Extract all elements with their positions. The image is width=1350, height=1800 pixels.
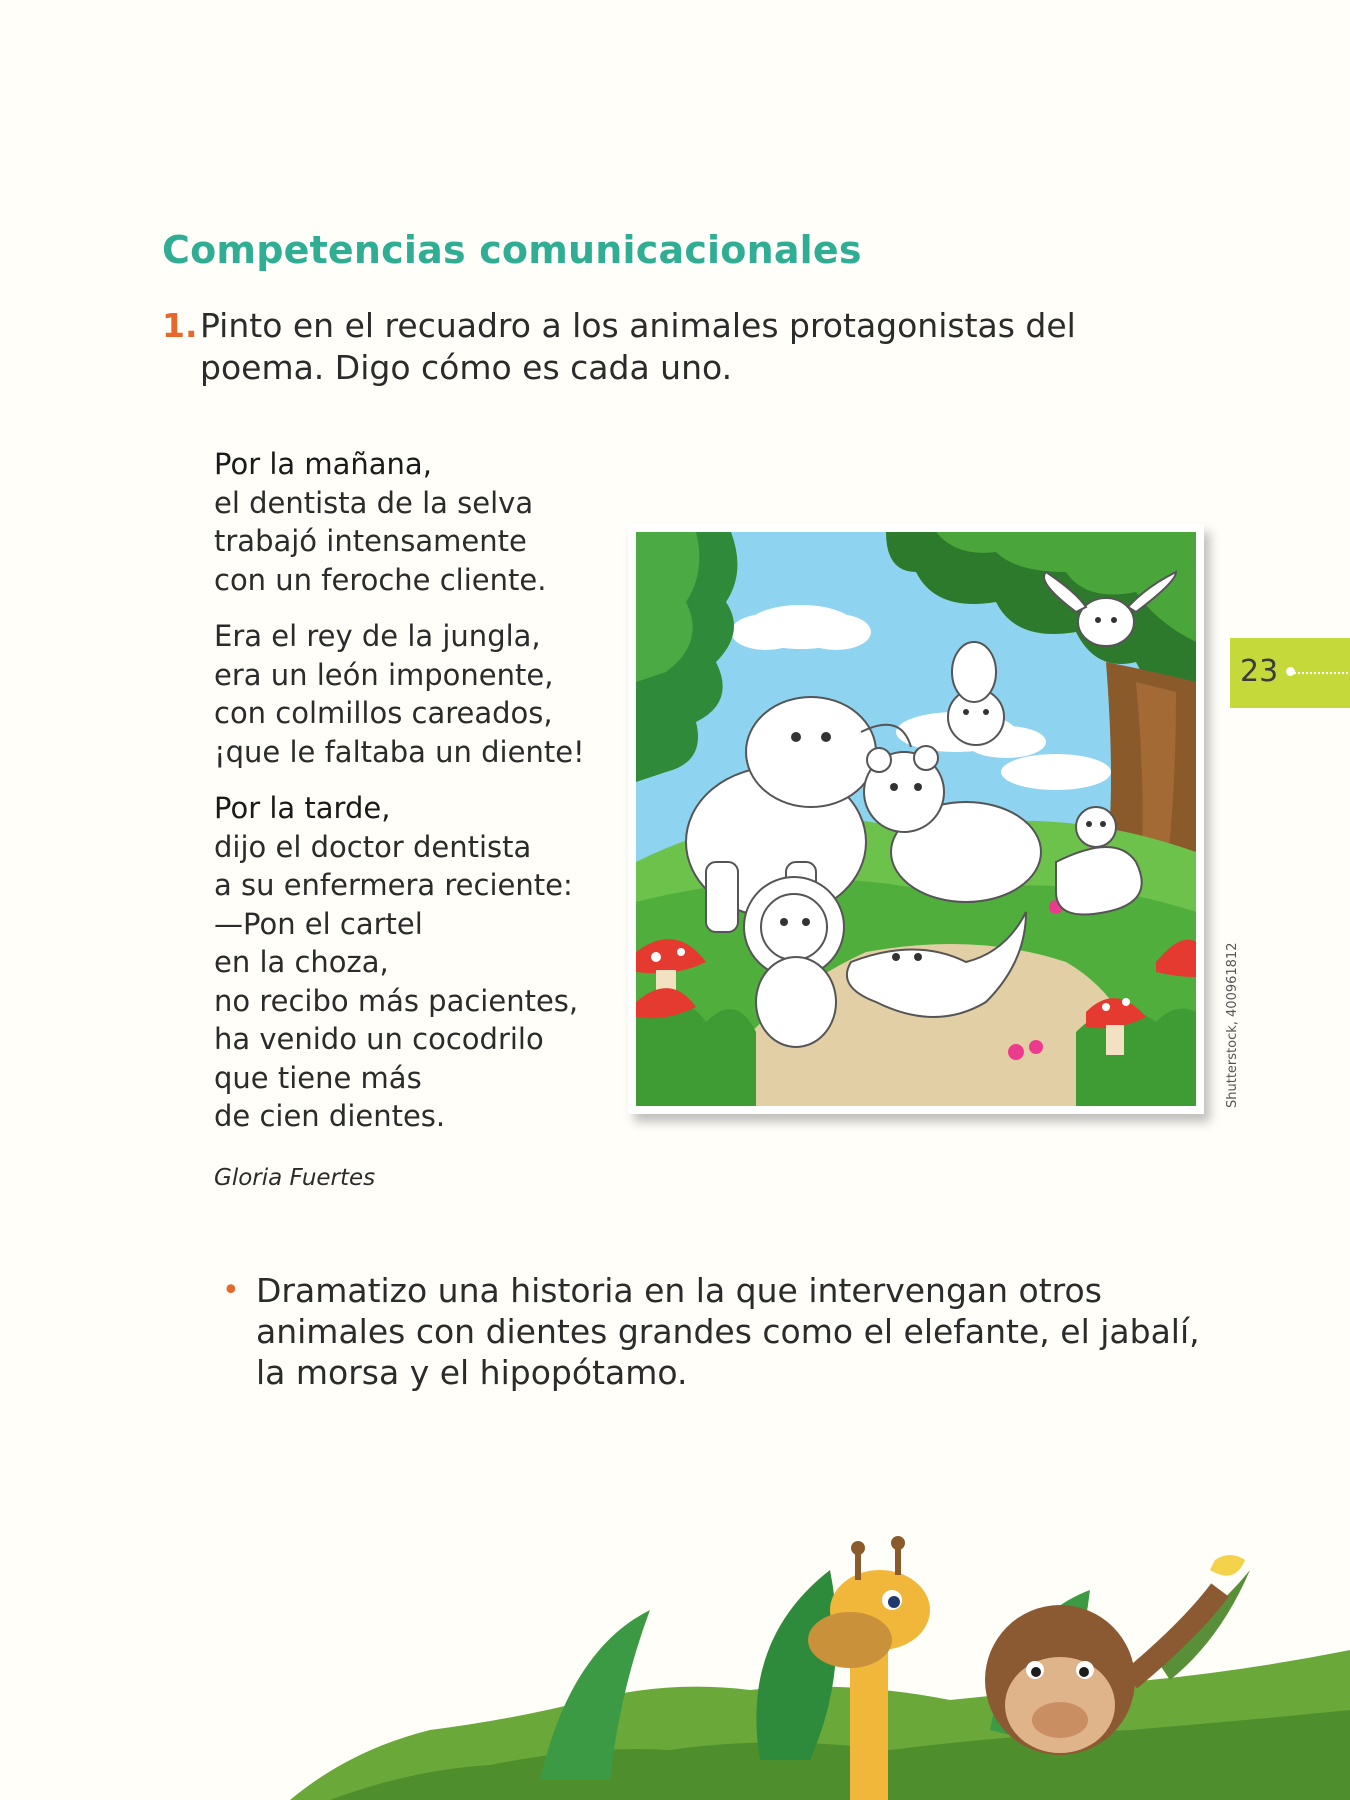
poem-line: que tiene más (214, 1060, 422, 1095)
poem-line: ha venido un cocodrilo (214, 1022, 544, 1056)
exercise-number: 1. (162, 306, 198, 345)
poem-stanza-2 (214, 617, 614, 771)
poem-line: con colmillos careados, (214, 696, 553, 730)
exercise-instruction (162, 305, 1142, 389)
poem (214, 445, 614, 1154)
coloring-illustration[interactable] (628, 524, 1204, 1114)
exercise-line-2: poema. Digo cómo es cada uno. (200, 348, 733, 387)
poem-line: con un feroche cliente. (214, 562, 547, 597)
poem-line (214, 445, 614, 484)
jungle-animals-decoration (290, 1530, 1350, 1800)
jungle-scene-image (636, 532, 1196, 1106)
activity-instruction (222, 1270, 1222, 1393)
page-number: 23 (1240, 654, 1279, 689)
activity-line-2: animales con dientes grandes como el elefante, el jabalí, (256, 1312, 1200, 1351)
poem-line (214, 789, 614, 828)
section-title: Competencias comunicacionales (162, 228, 862, 272)
activity-line-1: Dramatizo una historia en la que intervengan otros (256, 1271, 1102, 1310)
dotted-line-icon (1290, 672, 1348, 678)
poem-line: era un león imponente, (214, 657, 554, 692)
poem-lead-phrase: Por la tarde (214, 791, 382, 825)
bullet-icon: • (222, 1273, 240, 1308)
poem-line: a su enfermera reciente: (214, 868, 573, 902)
poem-punctuation: , (422, 447, 432, 481)
poem-line: el dentista de la selva (214, 485, 534, 520)
poem-line: en la choza, (214, 945, 389, 979)
poem-line: Era el rey de la jungla, (214, 619, 541, 653)
poem-punctuation: , (381, 791, 391, 825)
poem-lead-phrase: Por la mañana (214, 447, 423, 481)
poem-line: dijo el doctor dentista (214, 829, 532, 864)
image-credit: Shutterstock, 400961812 (1225, 942, 1240, 1108)
poem-line: de cien dientes. (214, 1099, 446, 1133)
poem-line: no recibo más pacientes, (214, 983, 579, 1018)
activity-line-3: la morsa y el hipopótamo. (256, 1353, 688, 1392)
exercise-line-1: Pinto en el recuadro a los animales protagonistas del (200, 306, 1076, 345)
page-number-tab (1230, 638, 1350, 708)
poem-stanza-1 (214, 445, 614, 599)
poem-line: trabajó intensamente (214, 524, 527, 558)
poem-line: ¡que le faltaba un diente! (214, 734, 585, 769)
poem-stanza-3 (214, 789, 614, 1136)
poem-author: Gloria Fuertes (214, 1165, 376, 1191)
poem-line: —Pon el cartel (214, 906, 423, 941)
